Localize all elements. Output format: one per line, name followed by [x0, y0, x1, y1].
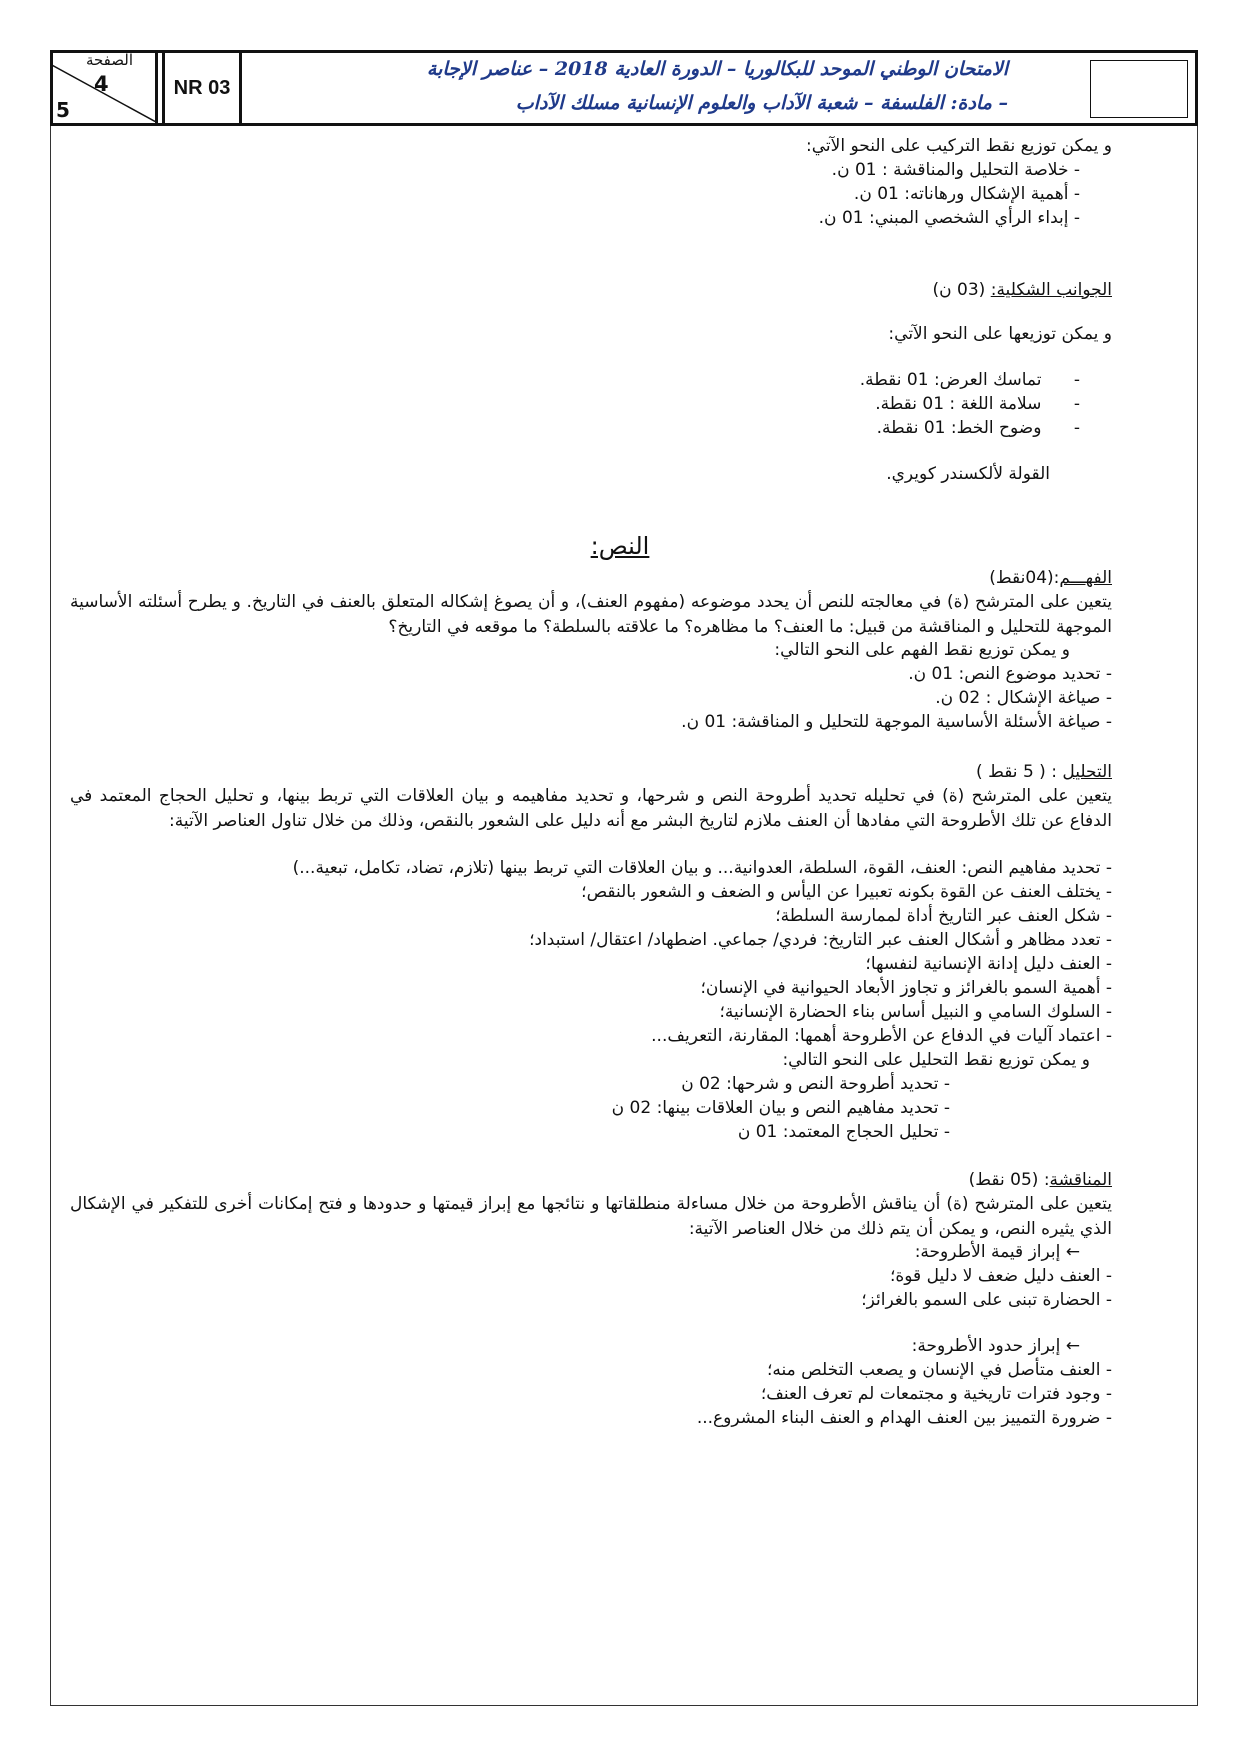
formal-item: - سلامة اللغة : 01 نقطة. [875, 394, 1080, 414]
formal-points: (03 ن) [932, 280, 986, 300]
analysis-item: - اعتماد آليات في الدفاع عن الأطروحة أهمها: المقارنة، التعريف... [651, 1026, 1112, 1046]
page-number-box [50, 50, 158, 126]
exam-title-line1: الامتحان الوطني الموحد للبكالوريا – الدورة العادية 2018 – عناصر الإجابة [426, 58, 1008, 80]
grade-box [1090, 60, 1188, 118]
analysis-points: : ( 5 نقط ) [976, 762, 1063, 782]
value-heading: ← إبراز قيمة الأطروحة: [914, 1242, 1080, 1262]
comprehension-heading: الفهـــم [1059, 568, 1112, 588]
comprehension-intro: و يمكن توزيع نقط الفهم على النحو التالي: [774, 640, 1070, 660]
analysis-item: - تعدد مظاهر و أشكال العنف عبر التاريخ: فردي/ جماعي. اضطهاد/ اعتقال/ استبداد؛ [529, 930, 1112, 950]
synthesis-item: - أهمية الإشكال ورهاناته: 01 ن. [853, 184, 1080, 204]
formal-heading: الجوانب الشكلية: [990, 280, 1112, 300]
comprehension-paragraph: يتعين على المترشح (ة) في معالجته للنص أن يحدد موضوعه (مفهوم العنف)، و أن يصوغ إشكاله المتعلق بالعنف في التاريخ. و يطرح أسئلته الأساسية الموجهة للتحليل و المناقشة من قبيل: ما العنف؟ ما مظاهره؟ ما علاقته بالسلطة؟ ما موقعه في التاريخ؟ [70, 592, 1112, 637]
analysis-dist-item: - تحديد مفاهيم النص و بيان العلاقات بينها: 02 ن [611, 1098, 950, 1118]
analysis-item: - يختلف العنف عن القوة بكونه تعبيرا عن اليأس و الضعف و الشعور بالنقص؛ [581, 882, 1112, 902]
analysis-heading: التحليل [1062, 762, 1112, 782]
formal-item: - وضوح الخط: 01 نقطة. [876, 418, 1080, 438]
discussion-heading-line [969, 1168, 1112, 1193]
comprehension-item: - صياغة الإشكال : 02 ن. [935, 688, 1112, 708]
value-item: - الحضارة تبنى على السمو بالغرائز؛ [861, 1290, 1112, 1310]
exam-code: NR 03 [162, 50, 242, 126]
analysis-item: - العنف دليل إدانة الإنسانية لنفسها؛ [865, 954, 1112, 974]
limits-heading: ← إبراز حدود الأطروحة: [911, 1336, 1080, 1356]
exam-title-line2: – مادة: الفلسفة – شعبة الآداب والعلوم الإنسانية مسلك الآداب [515, 92, 1008, 114]
page-number: 4 [94, 72, 109, 96]
analysis-intro: و يمكن توزيع نقط التحليل على النحو التالي: [782, 1050, 1090, 1070]
page-label: الصفحة [85, 51, 133, 69]
value-item: - العنف دليل ضعف لا دليل قوة؛ [889, 1266, 1112, 1286]
discussion-heading: المناقشة [1049, 1170, 1112, 1190]
synthesis-intro: و يمكن توزيع نقط التركيب على النحو الآتي: [806, 136, 1112, 156]
text-section-title: النص: [590, 532, 650, 560]
analysis-paragraph: يتعين على المترشح (ة) في تحليله تحديد أطروحة النص و شرحها، و تحديد مفاهيمه و بيان العلاقات التي تربط بينها، و تحليل الحجاج المعتمد في الدفاع عن تلك الأطروحة التي مفادها أن العنف ملازم لتاريخ البشر مع أنه دليل على الشعور بالنقص، وذلك من خلال تناول العناصر الآتية: [70, 786, 1112, 831]
synthesis-item: - إبداء الرأي الشخصي المبني: 01 ن. [818, 208, 1080, 228]
discussion-points: : (05 نقط) [968, 1170, 1050, 1190]
comprehension-points: :(04نقط) [989, 568, 1060, 588]
comprehension-item: - تحديد موضوع النص: 01 ن. [908, 664, 1112, 684]
analysis-item: - شكل العنف عبر التاريخ أداة لممارسة السلطة؛ [775, 906, 1112, 926]
comprehension-item: - صياغة الأسئلة الأساسية الموجهة للتحليل و المناقشة: 01 ن. [681, 712, 1112, 732]
formal-item: - تماسك العرض: 01 نقطة. [859, 370, 1080, 390]
limits-item: - وجود فترات تاريخية و مجتمعات لم تعرف العنف؛ [760, 1384, 1112, 1404]
exam-title-area [242, 50, 1198, 126]
analysis-dist-item: - تحديد أطروحة النص و شرحها: 02 ن [681, 1074, 950, 1094]
formal-intro: و يمكن توزيعها على النحو الآتي: [888, 324, 1112, 344]
analysis-item: - السلوك السامي و النبيل أساس بناء الحضارة الإنسانية؛ [719, 1002, 1112, 1022]
analysis-item: - تحديد مفاهيم النص: العنف، القوة، السلطة، العدوانية... و بيان العلاقات التي تربط بينها (تلازم، تضاد، تكامل، تبعية...) [292, 858, 1112, 878]
analysis-dist-item: - تحليل الحجاج المعتمد: 01 ن [737, 1122, 950, 1142]
discussion-paragraph: يتعين على المترشح (ة) أن يناقش الأطروحة من خلال مساءلة منطلقاتها و نتائجها مع إبراز قيمتها و حدودها و فتح إمكانات أخرى للتفكير في الإشكال الذي يثيره النص، و يمكن أن يتم ذلك من خلال العناصر الآتية: [70, 1194, 1112, 1239]
quote-note: القولة لألكسندر كويري. [886, 464, 1050, 484]
analysis-item: - أهمية السمو بالغرائز و تجاوز الأبعاد الحيوانية في الإنسان؛ [700, 978, 1112, 998]
limits-item: - العنف متأصل في الإنسان و يصعب التخلص منه؛ [767, 1360, 1112, 1380]
page-total: 5 [56, 98, 70, 122]
formal-heading-line [933, 278, 1113, 303]
limits-item: - ضرورة التمييز بين العنف الهدام و العنف البناء المشروع... [696, 1408, 1112, 1428]
comprehension-heading-line [989, 566, 1112, 591]
synthesis-item: - خلاصة التحليل والمناقشة : 01 ن. [831, 160, 1080, 180]
analysis-heading-line [976, 760, 1112, 785]
